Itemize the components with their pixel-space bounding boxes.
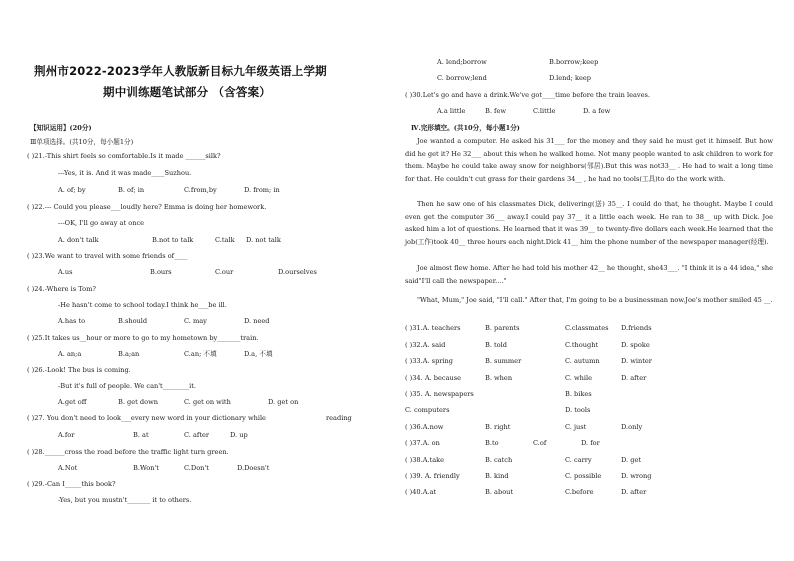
option: A. don't talk [58,236,99,244]
option: C.our [215,268,234,276]
option: C. get on with [184,398,231,406]
option: B. get down [118,398,158,406]
option: D. wrong [621,472,652,480]
question-stem: ( )29.-Can I_____this book? [27,480,116,488]
option: D. spoke [621,341,650,349]
option: D. winter [621,357,652,365]
cloze-question: ( )36.A.now [405,423,444,431]
option: C. just [565,423,587,431]
option: B. bikes [565,390,592,398]
option: B. summer [485,357,522,365]
option: B.Won't [133,464,159,472]
option: D.a, 不填 [244,350,273,358]
title-line-1: 荆州市2022-2023学年人教版新目标九年级英语上学期 [34,64,327,78]
option: D. for [581,439,600,447]
option: B. parents [485,324,520,332]
option: D.lend; keep [549,74,591,82]
option: D. tools [565,406,591,414]
option: C. autumn [565,357,600,365]
question-stem-tail: reading [326,414,352,422]
question-stem: ( )26.-Look! The bus is coming. [27,366,131,374]
option: A.us [58,268,73,276]
option: C. while [565,374,593,382]
option: B. told [485,341,507,349]
option: B. about [485,488,514,496]
option: D.ourselves [278,268,317,276]
cloze-question: ( )38.A.take [405,456,445,464]
option: C.an; 不填 [184,350,217,358]
option: C. borrow;lend [437,74,487,82]
option: B.to [485,439,499,447]
question-extra: -Yes, but you mustn't_______ it to others. [58,496,192,504]
option: A. lend;borrow [437,58,487,66]
question-extra: -He hasn't come to school today.I think he___be ill. [58,301,227,309]
option: C. carry [565,456,592,464]
cloze-paragraph-4 [405,294,773,307]
option: D. from; in [244,186,280,194]
option: C.from,by [184,186,217,194]
option: B. when [485,374,513,382]
option: C.talk [215,236,235,244]
option: A. of; by [58,186,86,194]
section-1-subheader: Ⅲ单项选择。(共10分，每小题1分) [30,138,134,146]
option: D. after [621,488,647,496]
cloze-question: C. computers [405,406,450,414]
question-stem: ( )23.We want to travel with some friends of____ [27,252,188,260]
option: C.before [565,488,594,496]
cloze-paragraph-3 [405,262,773,287]
cloze-text: Joe almost flew home. After he had told his mother 42__ he thought, she43___. "I think it is a 44 idea," she said"I'll call the newspaper...." [405,264,773,285]
option: C.of [533,439,547,447]
option: A. an;a [58,350,82,358]
question-extra: -But it's full of people. We can't________it. [58,382,196,390]
option: D. get on [268,398,299,406]
option: B.should [118,317,148,325]
option: A.Not [58,464,78,472]
question-stem: ( )21.-This shirt feels so comfortable.Is it made ______silk? [27,152,221,160]
question-stem: ( )22.--- Could you please___loudly here? Emma is doing her homework. [27,203,267,211]
option: A.has to [58,317,86,325]
option: D. not talk [246,236,281,244]
option: B. of; in [118,186,145,194]
option: C.little [533,107,556,115]
question-stem: ( )25.It takes us__hour or more to go to my hometown by_______train. [27,334,259,342]
cloze-question: ( )34. A. because [405,374,462,382]
option: C. after [184,431,210,439]
option: A.a little [437,107,466,115]
cloze-question: ( )39. A. friendly [405,472,460,480]
option: A.get off [58,398,87,406]
option: D. after [621,374,647,382]
cloze-text: Joe wanted a computer. He asked his 31___ for the money and they said he must get it himself. But how did he get it? He 32___ about this when he walked home. Not many people wanted to ask children to work for them. Maybe he could take away snow for neighbors(邻居).But this was not33__ . He had to wait a long time for that. He couldn't cut grass for their gardens 34__ , he had no tools(工具)to do the work with. [405,137,773,183]
option: C. possible [565,472,602,480]
option: C. may [184,317,207,325]
option: D. a few [583,107,611,115]
option: B.a;an [118,350,140,358]
option: A.for [58,431,75,439]
question-stem: ( )28.______cross the road before the traffic light turn green. [27,448,229,456]
option: D. need [244,317,270,325]
option: D.Doesn't [237,464,270,472]
cloze-question: ( )33.A. spring [405,357,454,365]
cloze-question: ( )31.A. teachers [405,324,461,332]
title-line-2: 期中训练题笔试部分 （含答案） [103,85,272,99]
option: B. catch [485,456,513,464]
option: B.not to talk [152,236,194,244]
question-extra: ---OK, I'll go away at once [58,219,145,227]
option: D.only [621,423,643,431]
cloze-question: ( )40.A.at [405,488,437,496]
option: B. right [485,423,511,431]
cloze-text: Then he saw one of his classmates Dick, delivering(送) 35__. I could do that, he thought. Maybe I could even get the computer 36___ away.I could pay 37__ it a little each week. He ran to 38__ up with Dick. Joe asked him a lot of questions. He learned that it was 39__ to twenty-five dollars each week.He learned that the job(工作)took 40__ three hours each night.Dick 41__ him the phone number of the newspaper manager(经理). [405,200,773,246]
cloze-question: ( )32.A. said [405,341,446,349]
question-stem: ( )24.-Where is Tom? [27,285,96,293]
cloze-question: ( )35. A. newspapers [405,390,474,398]
option: D. get [621,456,642,464]
cloze-text: "What, Mum," Joe said, "I'll call." After that, I'm going to be a businessman now.Joe's mother smiled 45 __. [417,296,773,304]
question-stem: ( )30.Let's go and have a drink.We've got____time before the train leaves. [405,91,651,99]
option: D.friends [621,324,652,332]
option: B.borrow;keep [549,58,599,66]
option: B.ours [150,268,172,276]
option: D. up [230,431,248,439]
section-1-header: 【知识运用】(20分) [30,124,92,132]
cloze-paragraph-1 [405,135,773,185]
cloze-question: ( )37.A. on [405,439,440,447]
option: C.classmates [565,324,609,332]
option: B. kind [485,472,509,480]
option: C.Don't [184,464,209,472]
option: C.thought [565,341,599,349]
cloze-paragraph-2 [405,198,773,248]
question-stem: ( )27. You don't need to look___every new word in your dictionary while [27,414,266,422]
section-4-header: Ⅳ.完形填空。(共10分，每小题1分) [411,124,520,132]
option: B. few [485,107,507,115]
question-extra: ---Yes, it is. And it was made____Suzhou. [58,169,192,177]
option: B. at [133,431,149,439]
